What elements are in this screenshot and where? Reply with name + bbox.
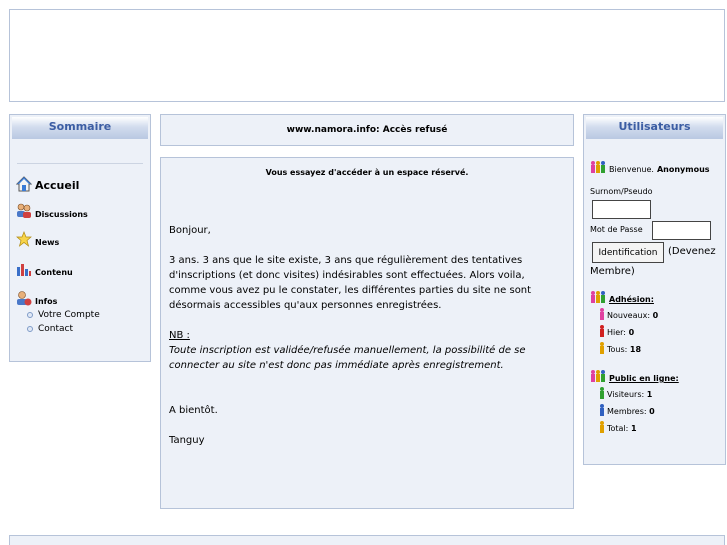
sommaire-title: Sommaire bbox=[12, 117, 148, 139]
stat-membres bbox=[599, 404, 655, 416]
person-green-icon bbox=[599, 387, 605, 399]
menu-item-news[interactable] bbox=[16, 231, 59, 247]
submenu-label: Contact bbox=[38, 324, 74, 334]
menu-label: News bbox=[35, 238, 60, 247]
stat-hier bbox=[599, 325, 634, 337]
menu-label: Contenu bbox=[35, 268, 73, 277]
users-title: Utilisateurs bbox=[586, 117, 723, 139]
submenu-contact[interactable] bbox=[27, 324, 73, 334]
content-panel bbox=[160, 157, 574, 509]
nb-text: Toute inscription est validée/refusée manuellement, la possibilité de se connecter au site n'est donc pas immédiate après enregistrement. bbox=[169, 345, 526, 371]
nb-label: NB : bbox=[169, 330, 190, 341]
stat-label: Visiteurs: bbox=[607, 390, 645, 399]
adhesion-title: Adhésion: bbox=[609, 295, 654, 304]
group-icon bbox=[590, 369, 606, 383]
stat-value: 0 bbox=[652, 311, 659, 320]
footer-bar bbox=[9, 535, 725, 545]
star-icon bbox=[16, 231, 32, 247]
sommaire-panel bbox=[9, 114, 151, 362]
bullet-icon bbox=[27, 326, 33, 332]
stat-value: 0 bbox=[628, 328, 635, 337]
welcome-name: Anonymous bbox=[656, 165, 710, 174]
page-title: www.namora.info: Accès refusé bbox=[160, 114, 574, 146]
stat-value: 1 bbox=[646, 390, 653, 399]
stat-total bbox=[599, 421, 637, 433]
welcome-prefix: Bienvenue. bbox=[609, 165, 654, 174]
welcome-line bbox=[590, 160, 710, 174]
stat-label: Hier: bbox=[607, 328, 627, 337]
main-paragraph: 3 ans. 3 ans que le site existe, 3 ans que régulièrement des tentatives d'inscriptions (et donc visites) indésirables sont effectuées. Alors voila, comme vous avez pu le constater, les différentes parties du site ne sont désormais accessibles qu'aux personnes enregistrées. bbox=[169, 255, 532, 311]
person-yellow-icon bbox=[599, 342, 605, 354]
pseudo-input[interactable] bbox=[592, 200, 651, 219]
register-link[interactable]: (Devenez bbox=[668, 246, 716, 257]
stat-label: Total: bbox=[607, 424, 629, 433]
signature: Tanguy bbox=[169, 435, 205, 446]
online-group bbox=[590, 369, 679, 383]
menu-item-accueil[interactable] bbox=[16, 176, 79, 192]
menu-label: Discussions bbox=[35, 210, 88, 219]
menu-label: Accueil bbox=[35, 179, 80, 192]
stat-nouveaux bbox=[599, 308, 658, 320]
stat-value: 1 bbox=[630, 424, 637, 433]
closing: A bientôt. bbox=[169, 405, 218, 416]
person-blue-icon bbox=[599, 404, 605, 416]
greeting: Bonjour, bbox=[169, 225, 211, 236]
pseudo-label: Surnom/Pseudo bbox=[590, 187, 653, 196]
header-banner bbox=[9, 9, 725, 102]
password-label: Mot de Passe bbox=[590, 225, 643, 234]
menu-divider bbox=[17, 163, 143, 164]
person-pink-icon bbox=[599, 308, 605, 320]
bar-chart-icon bbox=[16, 261, 32, 277]
register-link-2[interactable]: Membre) bbox=[590, 266, 635, 277]
submenu-label: Votre Compte bbox=[38, 310, 100, 320]
menu-item-infos[interactable] bbox=[16, 290, 57, 306]
stat-label: Membres: bbox=[607, 407, 647, 416]
users-panel bbox=[583, 114, 726, 465]
access-heading: Vous essayez d'accéder à un espace réservé. bbox=[265, 168, 469, 177]
group-icon bbox=[590, 160, 606, 174]
person-yellow-icon bbox=[599, 421, 605, 433]
stat-label: Nouveaux: bbox=[607, 311, 651, 320]
stat-value: 18 bbox=[629, 345, 642, 354]
stat-value: 0 bbox=[649, 407, 655, 416]
menu-label: Infos bbox=[35, 297, 58, 306]
info-user-icon bbox=[16, 290, 32, 306]
stat-label: Tous: bbox=[607, 345, 628, 354]
menu-item-discussions[interactable] bbox=[16, 203, 88, 219]
adhesion-group bbox=[590, 290, 654, 304]
login-button[interactable]: Identification bbox=[592, 242, 664, 263]
menu-item-contenu[interactable] bbox=[16, 261, 73, 277]
group-icon bbox=[590, 290, 606, 304]
message-body bbox=[169, 223, 565, 448]
stat-visiteurs bbox=[599, 387, 652, 399]
password-input[interactable] bbox=[652, 221, 711, 240]
bullet-icon bbox=[27, 312, 33, 318]
submenu-votre-compte[interactable] bbox=[27, 310, 100, 320]
users-icon bbox=[16, 203, 32, 219]
stat-tous bbox=[599, 342, 641, 354]
home-icon bbox=[16, 176, 32, 192]
online-title: Public en ligne: bbox=[609, 374, 679, 383]
person-red-icon bbox=[599, 325, 605, 337]
